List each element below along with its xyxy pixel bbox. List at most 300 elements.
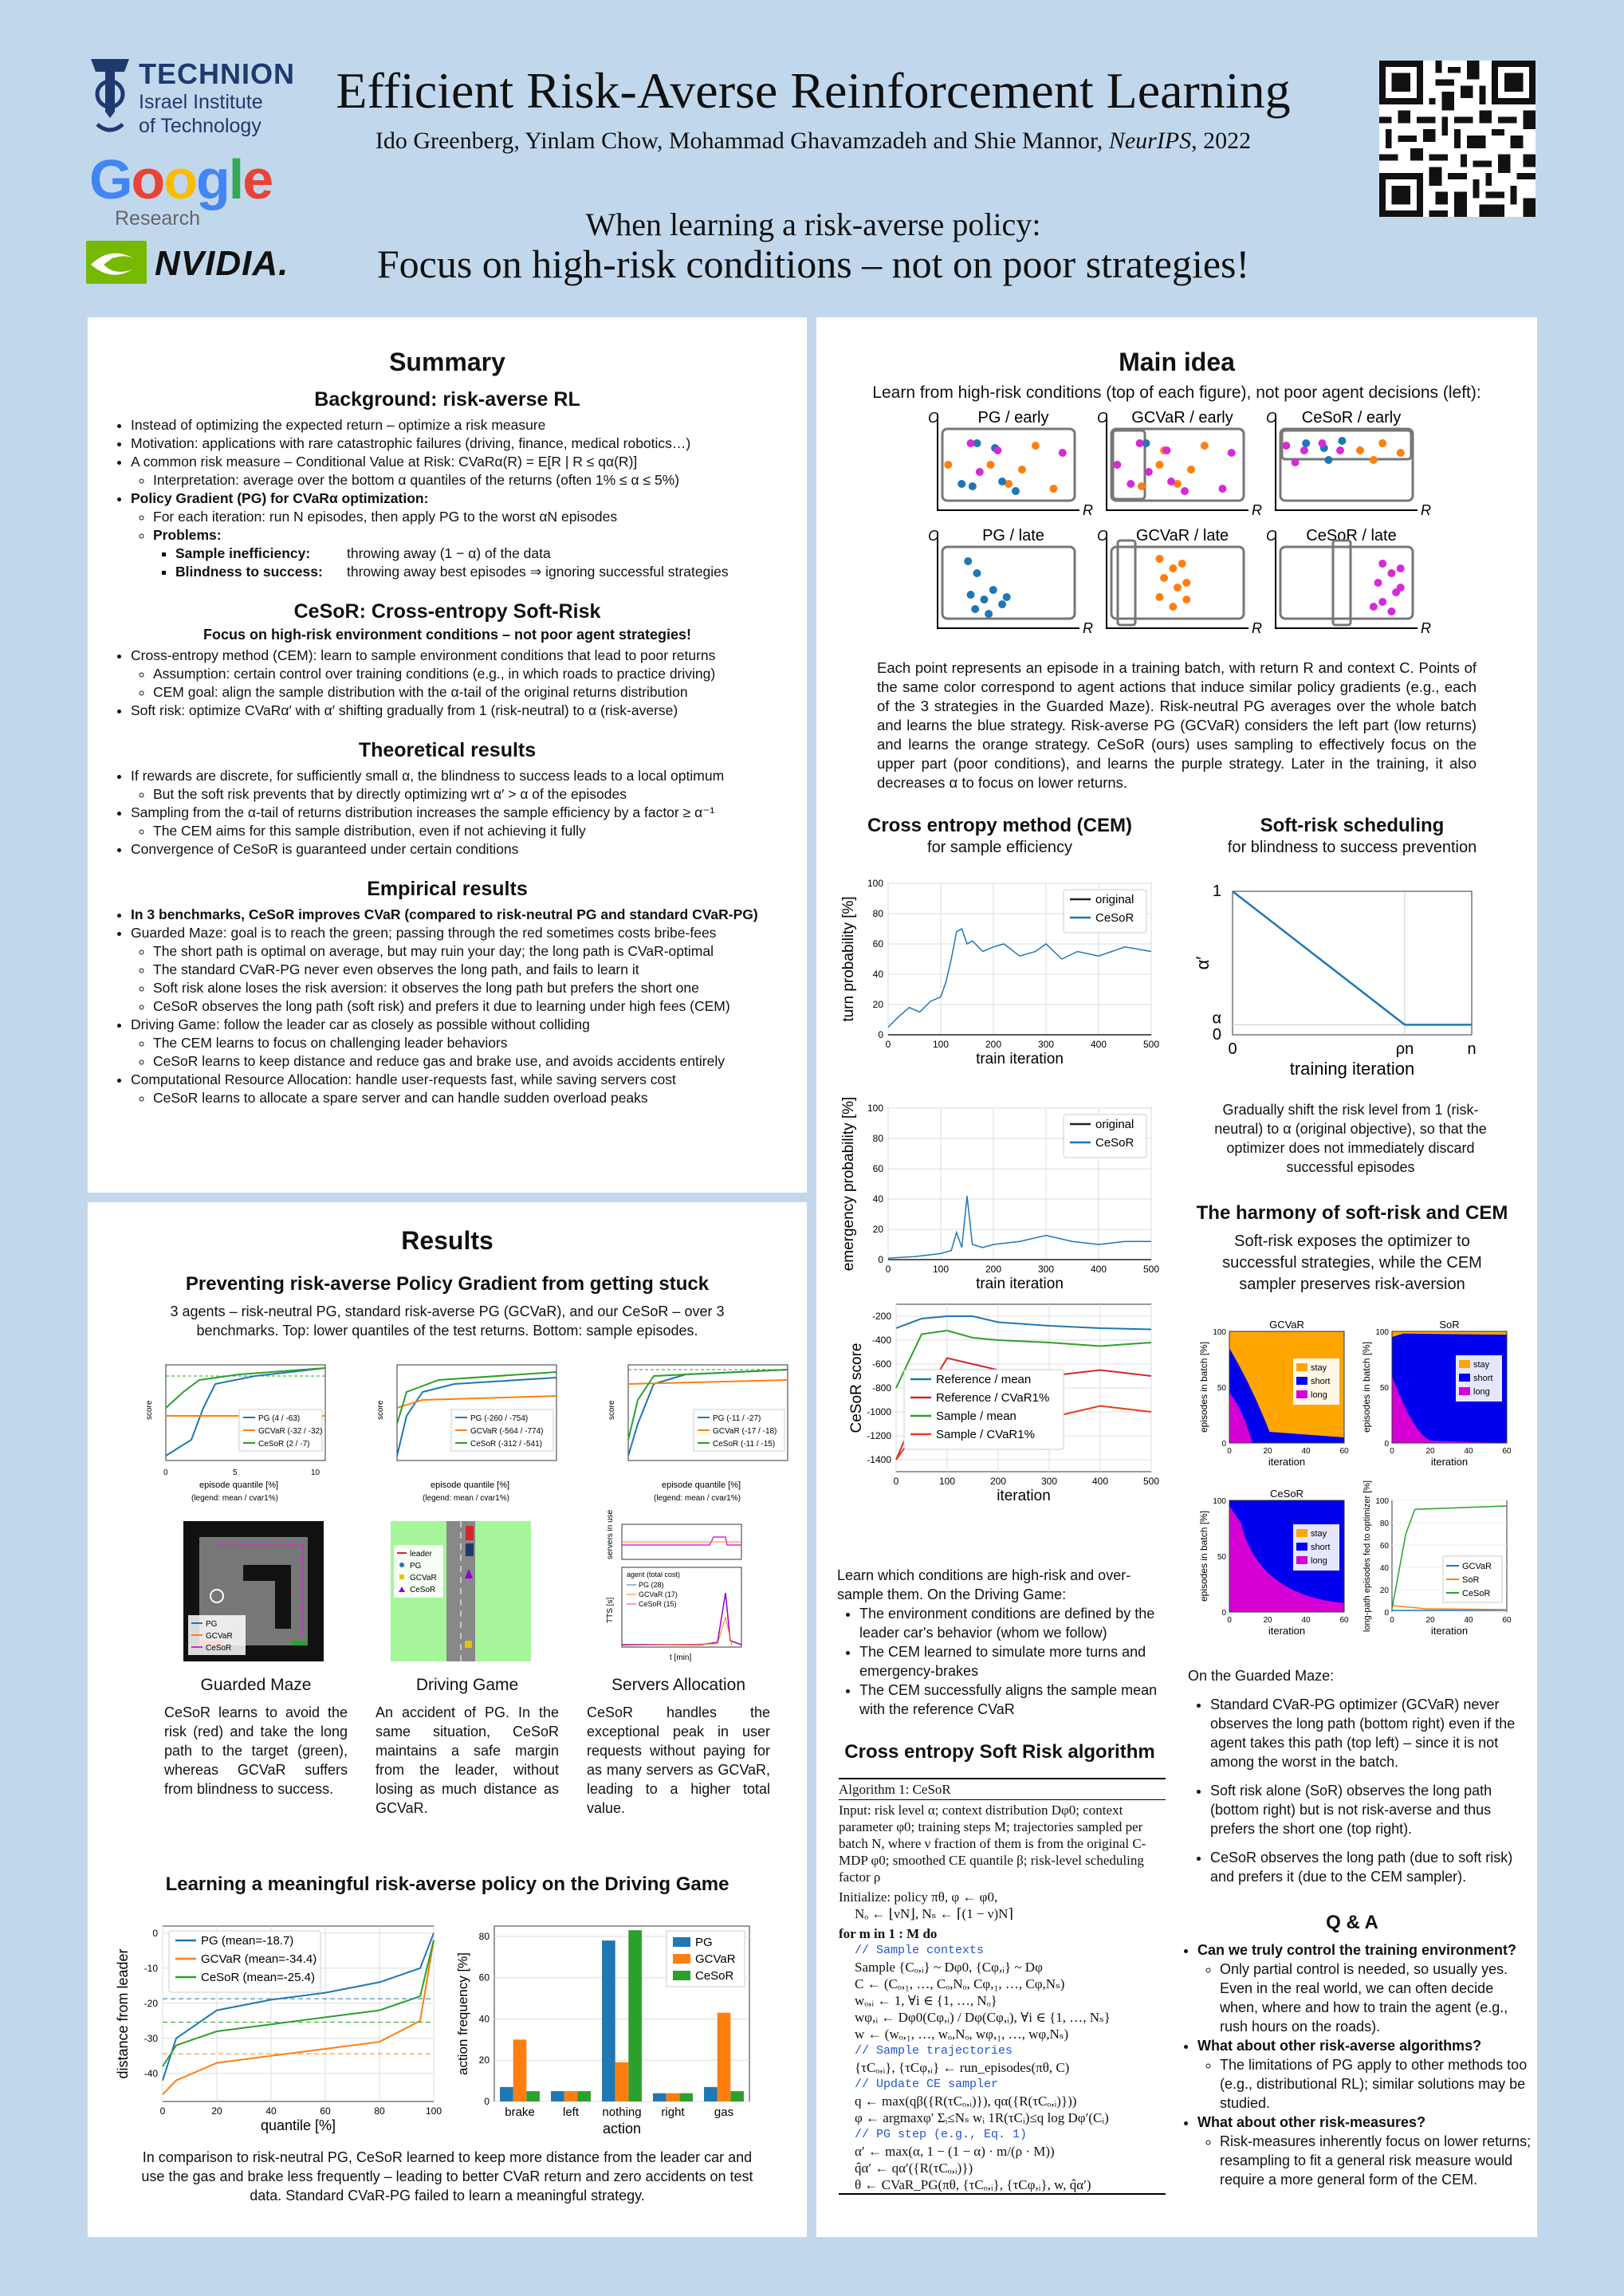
episode-point [1378,560,1386,568]
tick-label: 0 [159,2105,166,2117]
chart-title: CeSoR [1270,1488,1304,1500]
algorithm-line: φ ← argmaxφ′ Σᵢ≤Nₛ wᵢ 1R(τCᵢ)≤q log Dφ′(Cᵢ) [855,2110,1109,2125]
results-subheading-1: Preventing risk-averse Policy Gradient from getting stuck [185,1273,710,1295]
results-description: 3 agents – risk-neutral PG, standard risk-averse PG (GCVaR), and our CeSoR – over 3 benchmarks. Top: lower quantiles of the test returns. Bottom: sample episodes. [170,1303,725,1339]
algorithm-line: wₒ,ᵢ ← 1, ∀i ∈ {1, …, Nₒ} [855,1993,997,2008]
axis-label-r: R [1083,620,1093,636]
tail-box [1282,431,1411,459]
schedule-line [1233,891,1472,1024]
tick-label: 40 [1464,1616,1473,1625]
tick-label: 50 [1217,1553,1226,1562]
algorithm-box [839,1778,1166,2195]
series-line [896,1316,1151,1330]
y-axis-label: CeSoR score [848,1343,865,1433]
list-item: ◦ The CEM learns to focus on challenging leader behaviors [153,1034,786,1052]
svg-text:(legend: mean / cvar1%): (legend: mean / cvar1%) [654,1494,741,1503]
legend-label: Sample / mean [936,1409,1016,1423]
legend-label: long [1473,1387,1490,1397]
episode-point [1174,584,1182,592]
episode-point [1178,560,1186,568]
idea-panel [1266,527,1431,636]
tail-box [1118,541,1135,625]
algorithm-line: wφ,ᵢ ← Dφ0(Cφ,ᵢ) / Dφ(Cφ,ᵢ), ∀i ∈ {1, …, Nₛ} [855,2010,1111,2025]
tick-label: 40 [1464,1447,1473,1456]
long-path-chart [1363,1480,1512,1637]
episode-point [1370,456,1378,464]
qa-list [1175,1940,1532,2189]
quantile-plot-driving [376,1365,556,1503]
episode-point [1049,485,1057,493]
episode-point [998,478,1006,486]
cem-turn-chart [832,875,1167,1075]
list-item: ◦ Assumption: certain control over training conditions (e.g., in which roads to practice driving) [153,665,786,683]
technion-emblem-icon [86,56,134,142]
axis-label-c: C [928,528,938,544]
tick-label: 40 [265,2105,277,2117]
tick-label: 400 [1091,1476,1109,1487]
tick-label: 80 [374,2105,385,2117]
x-axis-label: iteration [997,1488,1051,1504]
technion-line2: Israel Institute [139,91,263,113]
cem-list [837,1604,1172,1719]
tick-label: 0 [1227,1447,1232,1456]
episode-point [1374,579,1382,587]
harmony-list [1188,1695,1516,1886]
legend-label: GCVaR [1462,1562,1492,1571]
sample-episodes [136,1509,813,1665]
qa-heading: Q & A [1326,1912,1378,1933]
y-axis-label: episodes in batch [%] [1361,1341,1372,1433]
svg-text:GCVaR (-32 / -32): GCVaR (-32 / -32) [258,1427,323,1436]
tick-label: 20 [1263,1616,1272,1625]
main-panel [816,317,1537,2237]
y-axis-label: α′ [1193,956,1213,970]
batch-box [942,547,1075,619]
list-item: • Policy Gradient (PG) for CVaRα optimization: [131,489,786,508]
legend-swatch [1296,1556,1307,1564]
legend-label: long [1311,1556,1327,1566]
episode-point [1397,564,1405,572]
bar [564,2091,578,2101]
tick-label: 80 [478,1930,490,1942]
list-item: ◦ The CEM aims for this sample distribution, even if not achieving it fully [153,822,786,840]
legend-label: stay [1311,1529,1327,1539]
tick-label: 40 [872,1193,883,1205]
results-title: Results [401,1226,493,1255]
bar [628,1930,642,2101]
google-research-logo [89,148,281,231]
algorithm-input: Input: risk level α; context distribution Dφ0; context parameter φ0; training steps M; trajectories sampled per batch N, where ν fraction of them is from the original C-MDP φ0; smoothed CE quantile β; risk-level scheduling factor ρ [839,1803,1146,1885]
legend-label: short [1473,1374,1493,1383]
legend-swatch [673,1971,690,1980]
list-item: • Soft risk: optimize CVaRα′ with α′ shifting gradually from 1 (risk-neutral) to α (risk-averse) [131,702,786,720]
legend-label: stay [1311,1363,1327,1373]
tick-label: 60 [1379,1542,1389,1551]
axis-label-r: R [1421,620,1431,636]
tick-label: 500 [1142,1264,1160,1275]
tick-label: 0 [1227,1616,1232,1625]
legend-swatch [1459,1360,1470,1368]
episode-point [1182,596,1190,603]
episode-point [1378,598,1386,606]
episode-point [1300,446,1308,454]
list-item: • Convergence of CeSoR is guaranteed under certain conditions [131,840,786,859]
list-item: • Motivation: applications with rare catastrophic failures (driving, finance, medical robotics…) [131,434,786,453]
tick-label: ρn [1395,1040,1414,1058]
results-panel [88,1202,807,2237]
chart-title: SoR [1439,1319,1460,1331]
venue: NeurIPS [1108,128,1192,154]
legend-label: stay [1473,1360,1490,1370]
episode-point [1387,607,1395,615]
bar [513,2039,527,2101]
tick-label: α [1212,1009,1221,1028]
bench-servers [587,1676,770,1818]
stack-chart [1198,1488,1349,1637]
list-item: ◦ Soft risk alone loses the risk aversion: it observes the long path but prefers the short one [153,979,786,997]
episode-point [1324,456,1332,464]
episode-point [964,557,972,565]
episode-point [1397,449,1405,457]
results-conclusion: In comparison to risk-neutral PG, CeSoR learned to keep more distance from the leader car and use the gas and brake less frequently – leading to better CVaR return and zero accidents on test data. Standard CVaR-PG failed to learn a meaningful strategy. [141,2149,753,2204]
list-item: • The CEM successfully aligns the sample mean with the reference CVaR [859,1681,1172,1719]
panel-title: CeSoR / late [1306,527,1397,545]
legend-label: CeSoR [695,1969,734,1983]
tick-label: 0 [893,1476,899,1487]
harmony-intro: On the Guarded Maze: [1188,1668,1335,1684]
svg-text:PG (-260 / -754): PG (-260 / -754) [470,1414,529,1423]
episode-point [1387,569,1395,577]
list-item: ▪ Blindness to success: throwing away best episodes ⇒ ignoring successful strategies [175,563,786,581]
tick-label: 100 [938,1476,956,1487]
tick-label: right [661,2105,685,2119]
svg-text:GCVaR (17): GCVaR (17) [639,1590,678,1598]
technion-name: TECHNION [139,57,295,90]
cem-score-chart [832,1298,1167,1513]
legend-label: GCVaR (mean=-34.4) [201,1952,317,1966]
empirical-list [108,906,786,1107]
bar [551,2091,564,2101]
quantile-plot-servers [608,1365,788,1503]
bench-maze [164,1676,348,1818]
episode-point [986,461,994,469]
svg-text:CeSoR (-312 / -541): CeSoR (-312 / -541) [470,1440,543,1449]
algorithm-line: q̂α′ ← qα′({R(τCₒ,ᵢ)}) [855,2160,973,2176]
tick-label: 0 [1212,1026,1221,1044]
x-axis-label: iteration [1268,1456,1306,1468]
axis-label-c: C [1266,410,1276,426]
soft-risk-subtitle: for blindness to success prevention [1227,839,1477,856]
episode-point [1182,579,1190,587]
stack-chart [1361,1319,1512,1468]
plot-frame [1233,891,1472,1035]
svg-text:5: 5 [233,1468,238,1477]
cesor-list [108,647,786,720]
summary-title: Summary [389,348,505,376]
tick-label: 40 [1301,1447,1311,1456]
bar [679,2094,693,2101]
legend-swatch [1296,1529,1307,1537]
svg-text:0: 0 [163,1468,168,1477]
tick-label: 0 [1384,1609,1389,1618]
list-item: ▪ Sample inefficiency: throwing away (1 − α) of the data [175,545,786,563]
tail-box [1333,541,1351,625]
bar [602,1940,615,2101]
tick-label: 60 [872,1163,883,1174]
soft-risk-chart [1185,875,1520,1083]
episode-point [980,596,988,603]
tick-label: 100 [867,878,883,889]
svg-text:servers in use: servers in use [606,1509,615,1559]
tick-label: 400 [1090,1264,1107,1275]
legend-label: PG (mean=-18.7) [201,1934,294,1948]
bar [718,2013,731,2101]
bench-title: Guarded Maze [200,1676,312,1694]
episode-point [1155,593,1163,601]
axis-label-r: R [1421,502,1431,518]
list-item: • Instead of optimizing the expected return – optimize a risk measure [131,416,786,434]
algorithm-line: C ← (Cₒ,₁, …, Cₒ,Nₒ, Cφ,₁, …, Cφ,Nₛ) [855,1976,1065,1991]
distance-chart [107,1910,450,2149]
episode-point [1059,449,1067,457]
qa-answer: ◦ The limitations of PG apply to other methods too (e.g., distributional RL); similar solutions may be studied. [1220,2055,1532,2113]
qa-question: • What about other risk-measures? [1197,2113,1532,2132]
list-item: • A common risk measure – Conditional Value at Risk: CVaRα(R) = E[R | R ≤ qα(R)] [131,453,786,471]
episode-point [1113,461,1121,469]
episode-point [1318,439,1326,447]
tick-label: 0 [152,1927,158,1939]
series-line [1392,1606,1507,1610]
episode-point [1356,446,1364,454]
algorithm-line: {τCₒ,ᵢ}, {τCφ,ᵢ} ← run_episodes(πθ, C) [855,2060,1070,2075]
tick-label: 0 [1228,1040,1237,1058]
tick-label: 40 [478,2013,490,2025]
quantile-plot-maze [145,1365,325,1503]
qa-answer: ◦ Risk-measures inherently focus on lower returns; resampling to fit a general risk measure would require a more general form of the CEM. [1220,2132,1532,2189]
legend-label: short [1311,1543,1331,1552]
list-item: ◦ CeSoR learns to allocate a spare server and can handle sudden overload peaks [153,1089,786,1107]
tick-label: 0 [1384,1440,1389,1449]
episode-point [957,480,965,488]
list-item: • Guarded Maze: goal is to reach the green; passing through the red sometimes costs bribe-fees [131,924,786,942]
svg-text:10: 10 [311,1468,320,1477]
tick-label: 0 [885,1039,891,1050]
legend-label: Sample / CVaR1% [936,1428,1035,1441]
list-item: ◦ Problems: [153,526,786,545]
episode-point [1162,446,1170,454]
tick-label: 80 [872,1133,883,1144]
list-item: ◦ The short path is optimal on average, but may ruin your day; the long path is CVaR-optimal [153,942,786,961]
legend-label: SoR [1462,1575,1480,1585]
episode-point [1338,437,1346,445]
x-axis-label: training iteration [1289,1059,1415,1079]
x-axis-label: train iteration [976,1051,1064,1067]
x-axis-label: iteration [1430,1625,1469,1637]
list-item: ◦ CeSoR learns to keep distance and reduce gas and brake use, and avoids accidents entirely [153,1052,786,1071]
legend-swatch [673,1937,690,1947]
tick-label: -1200 [867,1430,891,1441]
series-line [888,1196,1151,1258]
legend-swatch [1296,1543,1307,1551]
episode-point [1145,468,1153,476]
episode-point [993,446,1001,454]
list-item: • In 3 benchmarks, CeSoR improves CVaR (compared to risk-neutral PG and standard CVaR-PG) [131,906,786,924]
theory-heading: Theoretical results [358,739,537,761]
tick-label: 100 [932,1264,950,1275]
axis-label-r: R [1252,502,1262,518]
tick-label: 60 [320,2105,331,2117]
cem-subtitle: for sample efficiency [927,839,1072,856]
google-wordmark: Google [89,148,273,210]
legend-label: original [1095,1118,1134,1131]
svg-text:score: score [376,1400,385,1420]
svg-text:agent (total cost): agent (total cost) [627,1571,681,1578]
list-item: • Standard CVaR-PG optimizer (GCVaR) never observes the long path (bottom right) even if the agent takes this path (top left) – since it is not among the worst in the batch. [1210,1695,1516,1771]
tick-label: 20 [872,1224,883,1235]
tagline-2: Focus on high-risk conditions – not on poor strategies! [376,242,1250,286]
qa-answer: ◦ Only partial control is needed, so usually yes. Even in the real world, we can often decide when, where and how to train the agent (e.g., rush hours on the roads). [1220,1960,1532,2036]
list-item: • The environment conditions are defined by the leader car's behavior (whom we follow) [859,1604,1172,1642]
tick-label: 20 [1425,1616,1435,1625]
legend-label: CeSoR (mean=-25.4) [201,1971,315,1984]
cem-heading [832,815,1167,857]
tick-label: 60 [1502,1616,1512,1625]
legend-swatch [1296,1390,1307,1398]
svg-text:GCVaR (-17 / -18): GCVaR (-17 / -18) [713,1427,777,1436]
y-axis-label: distance from leader [115,1948,131,2079]
idea-panel [928,409,1093,518]
quantile-plots [136,1360,813,1520]
algorithm-line: q ← max(qβ({R(τCₒ,ᵢ)}), qα({R(τCₒ,ᵢ)})) [855,2094,1077,2109]
tagline-1: When learning a risk-averse policy: [585,206,1041,242]
tick-label: 20 [872,999,883,1010]
main-idea-subtitle: Learn from high-risk conditions (top of each figure), not poor agent decisions (left): [872,383,1481,402]
algorithm-line: θ ← CVaR_PG(πθ, {τCₒ,ᵢ}, {τCφ,ᵢ}, w, q̂α′) [855,2177,1091,2192]
svg-text:GCVaR (-564 / -774): GCVaR (-564 / -774) [470,1427,544,1436]
tick-label: 20 [478,2054,490,2066]
panel-title: PG / early [977,409,1049,427]
tick-label: 60 [1339,1616,1349,1625]
list-item: • The CEM learned to simulate more turns and emergency-brakes [859,1642,1172,1681]
tick-label: 1 [1212,883,1221,900]
legend-label: original [1095,893,1134,906]
episode-point [1169,564,1177,572]
list-item: ◦ The standard CVaR-PG never even observes the long path, and fails to learn it [153,961,786,979]
y-axis-label: emergency probability [%] [840,1096,857,1272]
x-axis-label: iteration [1430,1456,1469,1468]
idea-panel [1266,409,1431,518]
episode-point [998,600,1006,608]
tick-label: 40 [1379,1564,1389,1573]
tick-label: 100 [1375,1328,1389,1337]
tick-label: 200 [985,1039,1002,1050]
bar [704,2087,718,2101]
y-axis-label: turn probability [%] [840,896,857,1022]
tick-label: gas [714,2105,734,2119]
tick-label: 60 [872,938,883,949]
background-heading: Background: risk-averse RL [314,388,580,411]
x-axis-label: quantile [%] [260,2117,336,2133]
episode-point [944,461,952,469]
batch-box [1111,547,1244,619]
tick-label: 200 [989,1476,1007,1487]
nvidia-eye-icon [86,241,147,284]
axis-label-r: R [1083,502,1093,518]
tick-label: 100 [932,1039,950,1050]
y-axis-label: episodes in batch [%] [1198,1341,1209,1433]
bench-title: Driving Game [415,1676,519,1694]
episode-point [1181,487,1189,495]
episode-point [969,482,977,490]
main-idea-title: Main idea [1119,348,1235,376]
main-idea-explanation: Each point represents an episode in a training batch, with return R and context C. Points of the same color correspond to agent actions that induce similar policy gradients (e.g., each of the 3 strategies in the Guarded Maze). Risk-neutral PG averages over the whole batch and learns the blue strategy. Risk-averse PG (GCVaR) considers the left part (low returns) and learns the orange strategy. CeSoR (ours) uses sampling to effectively focus on the upper part (poor conditions), and learns the purple strategy. Later in the training, it also decreases α to focus on lower returns. [877,659,1477,791]
panel-title: CeSoR / early [1301,409,1402,427]
svg-text:CeSoR: CeSoR [206,1644,232,1653]
idea-panel [1097,409,1262,518]
empirical-heading: Empirical results [367,878,528,900]
bar [730,2091,744,2101]
main-idea-figure [928,407,1431,654]
list-item: • Soft risk alone (SoR) observes the long path (bottom right) but is not risk-averse and thus prefers the short one (top right). [1210,1781,1516,1838]
tick-label: left [562,2105,580,2119]
y-axis-label: action frequency [%] [455,1952,470,2076]
episode-point [1187,466,1195,474]
list-item: • Sampling from the α-tail of returns distribution increases the sample efficiency by a factor ≥ α⁻¹ [131,804,786,822]
legend-label: Reference / mean [936,1373,1032,1386]
idea-panel [928,527,1093,636]
tick-label: 0 [1390,1447,1394,1456]
tick-label: 40 [1301,1616,1311,1625]
algorithm-line: α′ ← max(α, 1 − (1 − α) · m/(ρ · M)) [855,2144,1055,2159]
tick-label: 20 [211,2105,222,2117]
list-item: ◦ CeSoR observes the long path (soft risk) and prefers it due to learning under high fees (CEM) [153,997,786,1016]
authors-line [303,128,1323,155]
batch-box [1280,429,1413,501]
benchmark-columns [164,1676,770,1818]
tick-label: n [1467,1040,1477,1058]
panel-title: GCVaR / late [1135,527,1229,545]
algorithm-line: for m in 1 : M do [839,1926,938,1941]
algorithm-comment: // Sample trajectories [855,2044,1013,2058]
svg-text:PG: PG [206,1620,218,1629]
axis-label-c: C [1097,528,1107,544]
svg-text:episode quantile [%]: episode quantile [%] [199,1480,279,1490]
bench-driving [376,1676,559,1818]
chart-title: GCVaR [1269,1319,1304,1331]
cesor-subheading: Focus on high-risk environment conditions – not poor agent strategies! [203,627,692,643]
algorithm-line: Sample {Cₒ,ᵢ} ~ Dφ0, {Cφ,ᵢ} ~ Dφ [855,1960,1043,1975]
list-item: • Computational Resource Allocation: handle user-requests fast, while saving servers cost [131,1071,786,1089]
svg-text:GCVaR: GCVaR [206,1632,233,1641]
episode-point [1138,482,1146,490]
tick-label: 60 [1502,1447,1512,1456]
tick-label: 100 [1213,1328,1226,1337]
tick-label: 60 [478,1972,490,1983]
tick-label: 80 [1379,1520,1389,1528]
qr-code [1378,61,1537,217]
harmony-heading [1185,1202,1520,1295]
algorithm-init: Initialize: policy πθ, φ ← φ0, [839,1889,998,1905]
svg-text:TTS [s]: TTS [s] [606,1597,615,1623]
nvidia-wordmark: NVIDIA. [155,244,289,283]
harmony-charts [1185,1317,1520,1660]
svg-text:CeSoR (2 / -7): CeSoR (2 / -7) [258,1440,310,1449]
episode-point [971,605,979,613]
tick-label: nothing [602,2105,642,2119]
soft-risk-heading [1185,815,1520,857]
legend-label: long [1311,1390,1327,1400]
list-item: ◦ For each iteration: run N episodes, then apply PG to the worst αN episodes [153,508,786,526]
